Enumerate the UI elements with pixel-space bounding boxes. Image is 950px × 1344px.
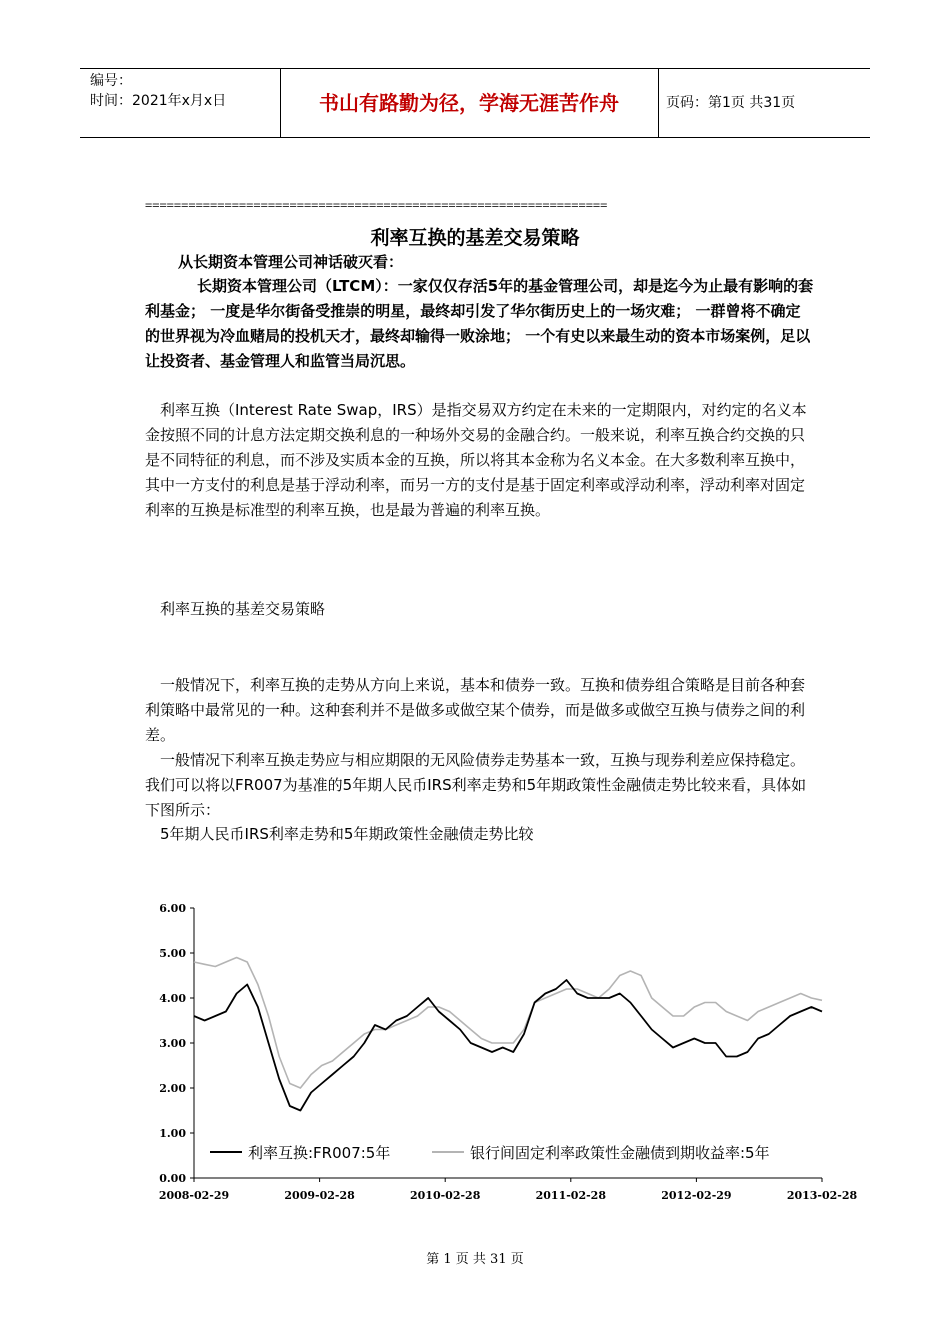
y-tick-label: 1.00 bbox=[159, 1127, 186, 1140]
document-title: 利率互换的基差交易策略 bbox=[370, 227, 580, 249]
series-line-irs bbox=[194, 980, 822, 1111]
header-number: 编号： bbox=[90, 73, 132, 89]
chart-caption: 5年期人民币IRS利率走势和5年期政策性金融债走势比较 bbox=[160, 825, 534, 843]
line-chart bbox=[150, 890, 860, 1220]
header-date: 时间：2021年x月x日 bbox=[90, 93, 227, 109]
intro-paragraph: 长期资本管理公司（LTCM）：一家仅仅存活5年的基金管理公司，却是迄今为止最有影响的套利基金； 一度是华尔街备受推崇的明星，最终却引发了华尔街历史上的一场灾难； 一群曾将不确定的世界视为冷血赌局的投机天才，最终却输得一败涂地； 一个有史以来最生动的资本市场案例，足以让投资者、基金管理人和监管当局沉思。 bbox=[145, 277, 814, 370]
chart-legend bbox=[210, 1144, 770, 1162]
document-subtitle: 从长期资本管理公司神话破灭看： bbox=[178, 253, 404, 271]
irs-paragraph: 利率互换（Interest Rate Swap，IRS）是指交易双方约定在未来的一定期限内，对约定的名义本金按照不同的计息方法定期交换利息的一种场外交易的金融合约。一般来说，利率互换合约交换的只是不同特征的利息，而不涉及实质本金的互换，所以将其本金称为名义本金。在大多数利率互换中，其中一方支付的利息是基于浮动利率，而另一方的支付是基于固定利率或浮动利率，浮动利率对固定利率的互换是标准型的利率互换，也是最为普遍的利率互换。 bbox=[145, 401, 807, 519]
x-tick-label: 2010-02-28 bbox=[410, 1189, 481, 1202]
page-header bbox=[80, 68, 870, 138]
y-tick-label: 3.00 bbox=[159, 1037, 186, 1050]
legend-label: 利率互换:FR007:5年 bbox=[248, 1144, 391, 1162]
y-tick-label: 0.00 bbox=[159, 1172, 186, 1185]
header-page-info: 页码：第1页 共31页 bbox=[666, 95, 796, 111]
x-tick-label: 2009-02-28 bbox=[284, 1189, 355, 1202]
x-tick-label: 2011-02-28 bbox=[535, 1189, 606, 1202]
legend-label: 银行间固定利率政策性金融债到期收益率:5年 bbox=[470, 1144, 770, 1162]
header-meta bbox=[80, 69, 281, 137]
header-motto-cell bbox=[280, 69, 659, 137]
chart-series bbox=[194, 958, 822, 1111]
compare-paragraph: 一般情况下利率互换走势应与相应期限的无风险债券走势基本一致，互换与现券利差应保持稳定。我们可以将以FR007为基准的5年期人民币IRS利率走势和5年期政策性金融债走势比较来看，具体如下图所示： bbox=[145, 751, 807, 819]
page-footer: 第 1 页 共 31 页 bbox=[426, 1252, 524, 1267]
header-motto: 书山有路勤为径，学海无涯苦作舟 bbox=[319, 91, 619, 115]
y-tick-label: 2.00 bbox=[159, 1082, 186, 1095]
separator-line: ================================================================ bbox=[145, 198, 608, 212]
section-heading: 利率互换的基差交易策略 bbox=[160, 600, 326, 618]
series-line-bond-yield bbox=[194, 958, 822, 1089]
x-tick-label: 2012-02-29 bbox=[661, 1189, 732, 1202]
y-tick-label: 4.00 bbox=[159, 992, 186, 1005]
y-tick-label: 5.00 bbox=[159, 947, 186, 960]
y-tick-label: 6.00 bbox=[159, 902, 186, 915]
x-tick-label: 2008-02-29 bbox=[158, 1189, 230, 1202]
x-tick-label: 2013-02-28 bbox=[786, 1189, 858, 1202]
general-paragraph: 一般情况下，利率互换的走势从方向上来说，基本和债券一致。互换和债券组合策略是目前各种套利策略中最常见的一种。这种套利并不是做多或做空某个债券，而是做多或做空互换与债券之间的利差。 bbox=[145, 676, 806, 744]
